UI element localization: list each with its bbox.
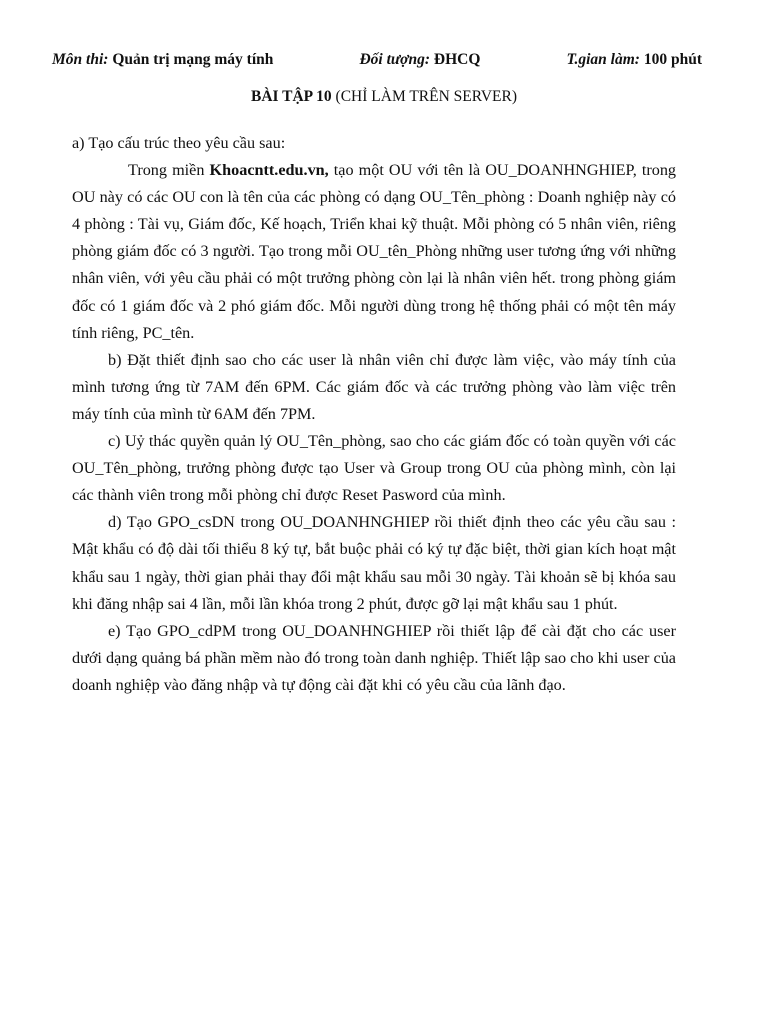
page-title xyxy=(0,88,768,106)
time-info xyxy=(566,51,702,69)
subject-label: Môn thi: xyxy=(52,51,109,68)
section-a-intro: a) Tạo cấu trúc theo yêu cầu sau: xyxy=(72,134,286,152)
section-d-paragraph: d) Tạo GPO_csDN trong OU_DOANHNGHIEP rồi thiết định theo các yêu cầu sau : Mật khẩu có độ dài tối thiểu 8 ký tự, bắt buộc phải có ký tự đặc biệt, thời gian kích hoạt mật khẩu sau 1 ngày, thời gian phải thay đổi mật khẩu sau mỗi 30 ngày. Tài khoản sẽ bị khóa sau khi đăng nhập sai 4 lần, mỗi lần khóa trong 2 phút, được gỡ lại mật khẩu sau 1 phút. xyxy=(72,513,676,613)
subject-info xyxy=(52,51,273,69)
title-sub: (CHỈ LÀM TRÊN SERVER) xyxy=(331,88,518,105)
time-value: 100 phút xyxy=(643,51,702,68)
section-b-paragraph: b) Đặt thiết định sao cho các user là nhân viên chỉ được làm việc, vào máy tính của mình tương ứng từ 7AM đến 6PM. Các giám đốc và các trưởng phòng vào làm việc trên máy tính của mình từ 6AM đến 7PM. xyxy=(72,350,676,423)
section-a-pre: Trong miền xyxy=(128,161,210,180)
time-label: T.gian làm: xyxy=(566,51,640,68)
section-a-body: tạo một OU với tên là OU_DOANHNGHIEP, trong OU này có các OU con là tên của các phòng có dạng OU_Tên_phòng : Doanh nghiệp này có 4 phòng : Tài vụ, Giám đốc, Kế hoạch, Triển khai kỹ thuật. Mỗi phòng có 5 nhân viên, riêng phòng giám đốc có 3 người. Tạo trong mỗi OU_tên_Phòng những user tương ứng với những nhân viên, với yêu cầu phải có một trưởng phòng còn lại là nhân viên hết. trong phòng giám đốc có 1 giám đốc và 2 phó giám đốc. Mỗi người dùng trong hệ thống phải có một tên máy tính riêng, PC_tên. xyxy=(72,161,677,342)
section-a-paragraph xyxy=(72,157,676,347)
exam-header xyxy=(52,51,702,69)
title-main: BÀI TẬP 10 xyxy=(250,88,332,105)
document-body xyxy=(72,130,676,699)
target-info xyxy=(359,51,480,69)
section-c-paragraph: c) Uỷ thác quyền quản lý OU_Tên_phòng, sao cho các giám đốc có toàn quyền với các OU_Tên_phòng, trưởng phòng được tạo User và Group trong OU của phòng mình, còn lại các thành viên trong mỗi phòng chỉ được Reset Pasword của mình. xyxy=(72,432,676,505)
target-value: ĐHCQ xyxy=(433,51,481,68)
domain-name: Khoacntt.edu.vn, xyxy=(209,161,329,180)
subject-value: Quản trị mạng máy tính xyxy=(112,51,274,68)
target-label: Đối tượng: xyxy=(359,51,431,68)
section-e-paragraph: e) Tạo GPO_cdPM trong OU_DOANHNGHIEP rồi thiết lập để cài đặt cho các user dưới dạng quảng bá phần mềm nào đó trong toàn danh nghiệp. Thiết lập sao cho khi user của doanh nghiệp vào đăng nhập và tự động cài đặt khi có yêu cầu của lãnh đạo. xyxy=(72,621,676,694)
